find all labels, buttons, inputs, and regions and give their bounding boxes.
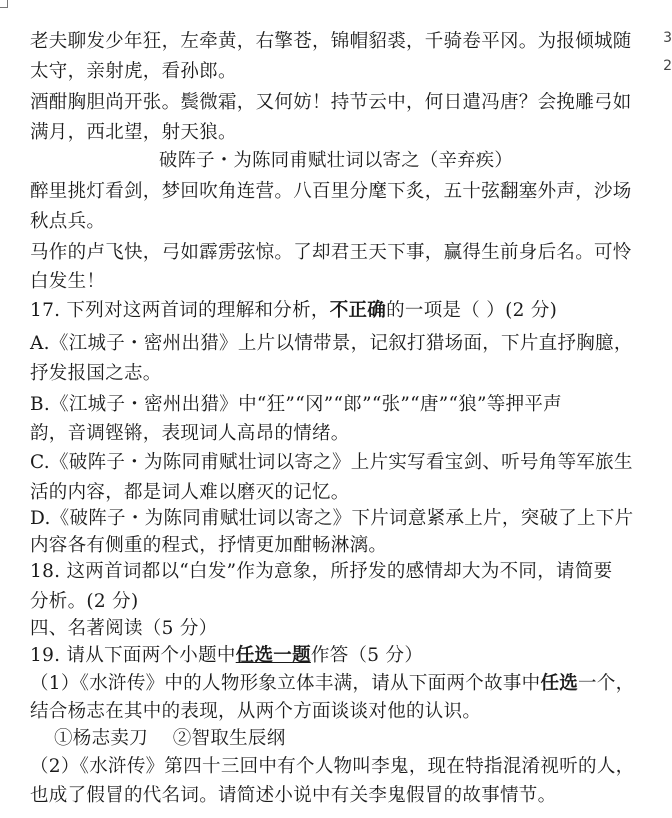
q17-option-d-line-1: D.《破阵子・为陈同甫赋壮词以寄之》下片词意紧承上片，突破了上下片 <box>30 508 634 529</box>
q17-option-b-line-1: B.《江城子・密州出猎》中“狂”“冈”“郎”“张”“唐”“狼”等押平声 <box>30 394 562 415</box>
q19-sub1-post: 一个， <box>578 673 635 694</box>
q17-option-a-line-1: A.《江城子・密州出猎》上片以情带景，记叙打猎场面，下片直抒胸臆， <box>30 333 633 354</box>
poem2-line-3: 马作的卢飞快，弓如霹雳弦惊。了却君王天下事，赢得生前身后名。可怜 <box>30 242 632 263</box>
question-17-stem <box>30 299 557 323</box>
q19-sub1-options: ①杨志卖刀 ②智取生辰纲 <box>54 728 286 749</box>
edge-mark-1: 3 <box>663 30 672 46</box>
q17-option-c-line-2: 活的内容，都是词人难以磨灭的记忆。 <box>30 482 350 503</box>
poem2-line-2: 秋点兵。 <box>30 211 106 232</box>
edge-mark-2: 2 <box>663 58 672 74</box>
poem1-line-3: 酒酣胸胆尚开张。鬓微霜，又何妨！持节云中，何日遣冯唐？会挽雕弓如 <box>30 92 632 113</box>
section-4-heading: 四、名著阅读（5 分） <box>30 618 218 639</box>
poem2-line-1: 醉里挑灯看剑，梦回吹角连营。八百里分麾下炙，五十弦翻塞外声，沙场 <box>30 181 632 202</box>
q17-option-a-line-2: 抒发报国之志。 <box>30 363 162 384</box>
q19-sub2-line-1: （2）《水浒传》第四十三回中有个人物叫李鬼，现在特指混淆视听的人， <box>30 756 635 777</box>
q17-emphasis: 不正确 <box>329 300 387 321</box>
poem2-title: 破阵子・为陈同甫赋壮词以寄之（辛弃疾） <box>159 150 513 171</box>
q17-option-d-line-2: 内容各有侧重的程式，抒情更加酣畅淋漓。 <box>30 535 388 556</box>
q19-sub2-line-2: 也成了假冒的代名词。请简述小说中有关李鬼假冒的故事情节。 <box>30 785 557 806</box>
q19-sub1-pre: （1）《水浒传》中的人物形象立体丰满，请从下面两个故事中 <box>30 673 541 694</box>
q17-option-b-line-2: 韵，音调铿锵，表现词人高昂的情绪。 <box>30 423 350 444</box>
poem1-line-4: 满月，西北望，射天狼。 <box>30 122 237 143</box>
q19-sub1-emphasis: 任选 <box>540 673 579 694</box>
page-corner-mark <box>0 0 8 8</box>
q19-emphasis: 任选一题 <box>235 645 311 666</box>
q17-text-post: 的一项是（ ）(2 分) <box>386 300 558 321</box>
q17-text-pre: 17. 下列对这两首词的理解和分析， <box>30 300 330 321</box>
q19-sub1-line-2: 结合杨志在其中的表现，从两个方面谈谈对他的认识。 <box>30 701 482 722</box>
q19-text-pre: 19. 请从下面两个小题中 <box>30 645 236 666</box>
poem1-line-2: 太守，亲射虎，看孙郎。 <box>30 61 237 82</box>
q19-sub1-line-1 <box>30 672 634 696</box>
question-18-line-1: 18. 这两首词都以“白发”作为意象，所抒发的感情却大为不同，请简要 <box>30 561 613 582</box>
question-19-stem <box>30 644 423 668</box>
q19-text-post: 作答（5 分） <box>310 645 424 666</box>
q17-option-c-line-1: C.《破阵子・为陈同甫赋壮词以寄之》上片实写看宝剑、听号角等军旅生 <box>30 452 633 473</box>
poem2-line-4: 白发生！ <box>30 271 106 292</box>
question-18-line-2: 分析。(2 分) <box>30 591 139 612</box>
poem1-line-1: 老夫聊发少年狂，左牵黄，右擎苍，锦帽貂裘，千骑卷平冈。为报倾城随 <box>30 31 632 52</box>
